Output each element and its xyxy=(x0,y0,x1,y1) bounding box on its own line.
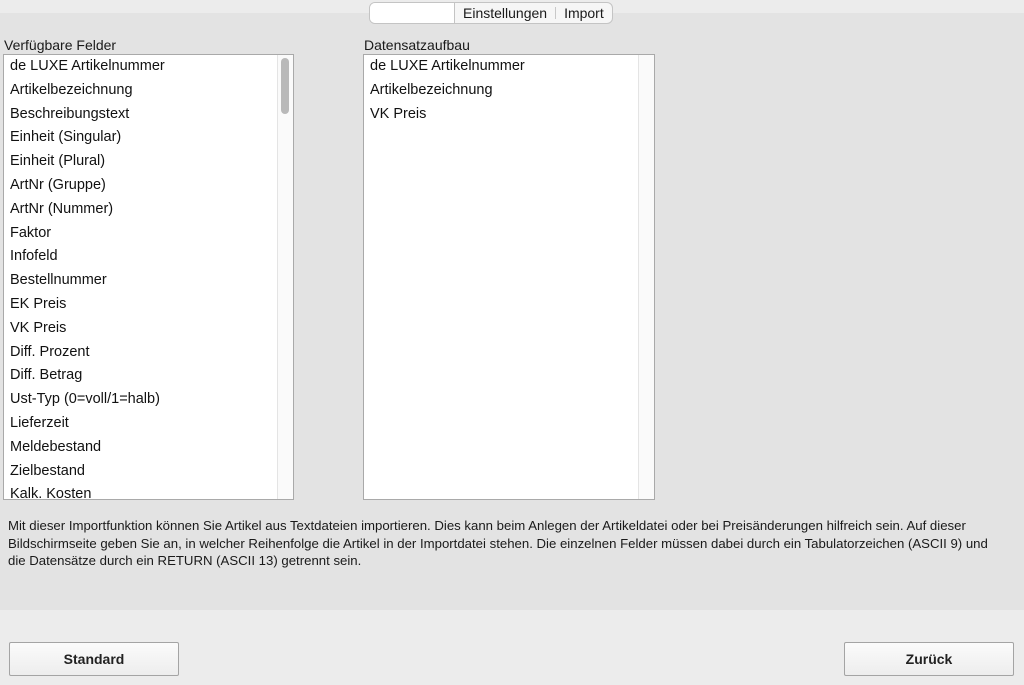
list-item[interactable]: VK Preis xyxy=(10,319,67,336)
standard-button[interactable]: Standard xyxy=(9,642,179,676)
list-item[interactable]: Bestellnummer xyxy=(10,272,107,289)
available-fields-scrollbar[interactable] xyxy=(277,55,293,499)
import-description: Mit dieser Importfunktion können Sie Artikel aus Textdateien importieren. Dies kann beim Anlegen der Artikeldatei oder bei Preisänderungen hilfreich sein. Auf dieser Bildschirmseite geben Sie an, in welcher Reihenfolge die Artikel in der Importdatei stehen. Die einzelnen Felder müssen dabei durch ein Tabulatorzeichen (ASCII 9) und die Datensätze durch ein RETURN (ASCII 13) getrennt sein. xyxy=(8,518,988,568)
record-structure-scrollbar[interactable] xyxy=(638,55,654,499)
tab-import[interactable]: Import xyxy=(564,5,604,21)
list-item[interactable]: ArtNr (Nummer) xyxy=(10,200,114,217)
list-item[interactable]: Einheit (Singular) xyxy=(10,129,122,146)
tab-settings[interactable]: Einstellungen xyxy=(463,5,548,21)
list-item[interactable]: Artikelbezeichnung xyxy=(370,81,493,98)
list-item[interactable]: Artikelbezeichnung xyxy=(10,81,133,98)
record-structure-label: Datensatzaufbau xyxy=(364,37,470,53)
list-item[interactable]: Diff. Prozent xyxy=(10,343,90,360)
available-fields-scroll-thumb[interactable] xyxy=(281,58,289,114)
list-item[interactable]: Diff. Betrag xyxy=(10,367,83,384)
record-structure-list[interactable] xyxy=(363,54,655,500)
available-fields-label: Verfügbare Felder xyxy=(4,37,117,53)
list-item[interactable]: VK Preis xyxy=(370,105,427,122)
list-item[interactable]: Zielbestand xyxy=(10,462,85,479)
list-item[interactable]: ArtNr (Gruppe) xyxy=(10,176,106,193)
tab-blank[interactable] xyxy=(370,3,455,23)
list-item[interactable]: Meldebestand xyxy=(10,438,102,455)
list-item[interactable]: Beschreibungstext xyxy=(10,105,130,122)
tab-bar xyxy=(369,2,613,24)
list-item[interactable]: Infofeld xyxy=(10,248,58,265)
list-item[interactable]: Kalk. Kosten xyxy=(10,486,92,500)
list-item[interactable]: de LUXE Artikelnummer xyxy=(10,58,165,74)
available-fields-items xyxy=(4,55,277,500)
list-item[interactable]: Lieferzeit xyxy=(10,414,69,431)
list-item[interactable]: de LUXE Artikelnummer xyxy=(370,58,525,74)
list-item[interactable]: Einheit (Plural) xyxy=(10,153,106,170)
list-item[interactable]: Ust-Typ (0=voll/1=halb) xyxy=(10,391,160,408)
record-structure-items xyxy=(364,55,638,126)
list-item[interactable]: EK Preis xyxy=(10,295,67,312)
list-item[interactable]: Faktor xyxy=(10,224,52,241)
available-fields-list[interactable] xyxy=(3,54,294,500)
back-button[interactable]: Zurück xyxy=(844,642,1014,676)
